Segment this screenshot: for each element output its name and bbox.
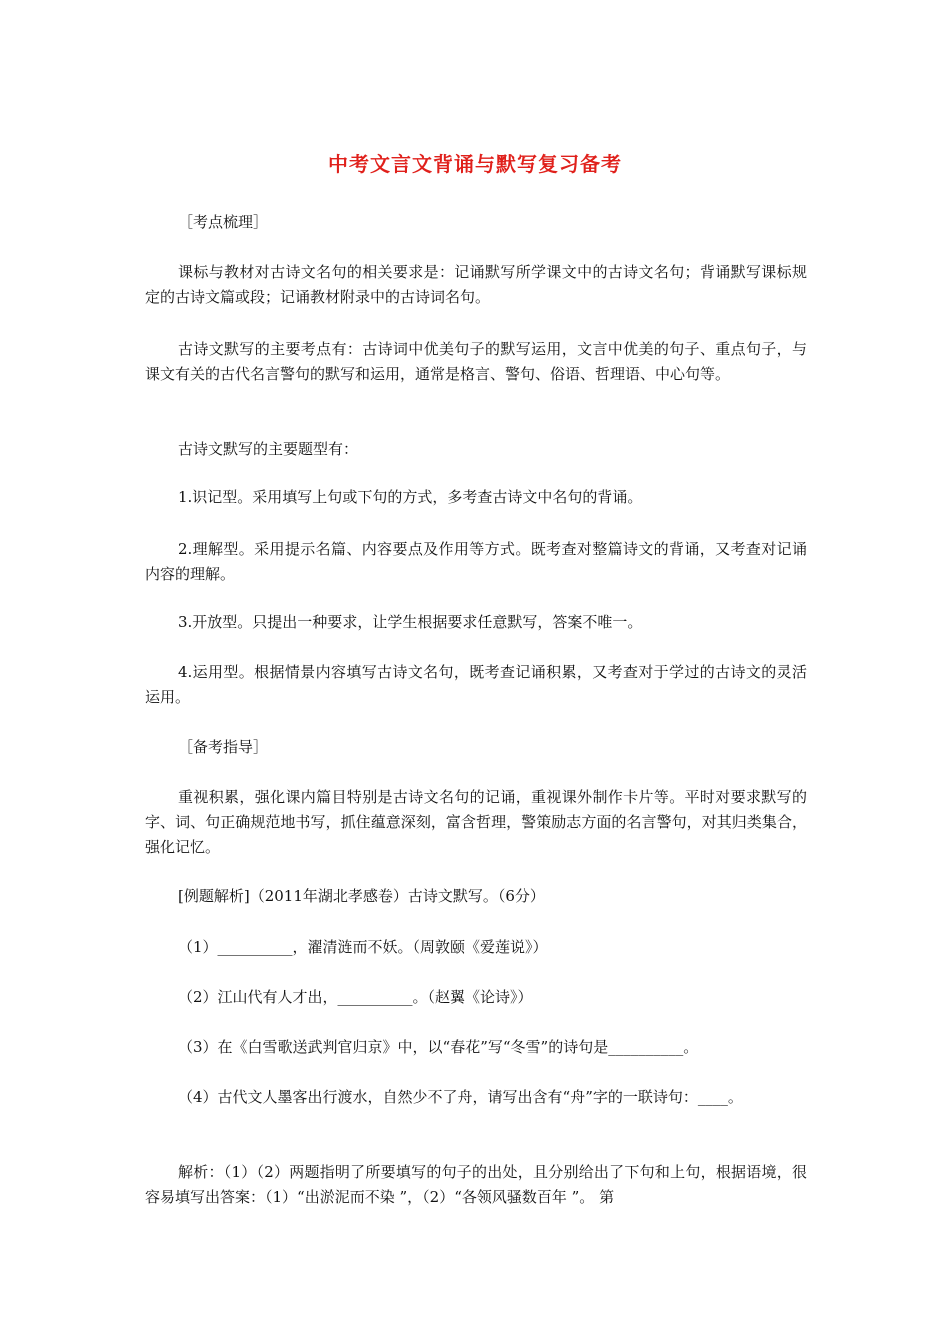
paragraph-guide: 重视积累，强化课内篇目特别是古诗文名句的记诵，重视课外制作卡片等。平时对要求默写的字、词、句正确规范地书写，抓住蕴意深刻，富含哲理，警策励志方面的名言警句，对其归类集合，强化记忆。 (145, 788, 807, 856)
paragraph-main-points: 古诗文默写的主要考点有：古诗词中优美句子的默写运用，文言中优美的句子、重点句子，与课文有关的古代名言警句的默写和运用，通常是格言、警句、俗语、哲理语、中心句等。 (145, 340, 807, 383)
question-4: （4）古代文人墨客出行渡水，自然少不了舟，请写出含有“舟”字的一联诗句：____。 (178, 1088, 743, 1106)
list-item-type-1: 1.识记型。采用填写上句或下句的方式，多考查古诗文中名句的背诵。 (178, 488, 643, 506)
question-1: （1）__________，濯清涟而不妖。（周敦颐《爱莲说》） (178, 938, 548, 956)
paragraph-types-intro: 古诗文默写的主要题型有： (178, 440, 359, 458)
question-2: （2）江山代有人才出，__________。（赵翼《论诗》） (178, 988, 533, 1006)
example-heading: [例题解析]（2011年湖北孝感卷）古诗文默写。（6分） (178, 887, 545, 905)
list-item-type-4: 4.运用型。根据情景内容填写古诗文名句，既考查记诵积累，又考查对于学过的古诗文的灵活运用。 (145, 663, 807, 706)
list-item-type-3: 3.开放型。只提出一种要求，让学生根据要求任意默写，答案不唯一。 (178, 613, 643, 631)
section-heading-guide: ［备考指导］ (178, 738, 269, 756)
document-title: 中考文言文背诵与默写复习备考 (328, 152, 622, 176)
list-item-type-2: 2.理解型。采用提示名篇、内容要点及作用等方式。既考查对整篇诗文的背诵，又考查对记诵内容的理解。 (145, 540, 807, 583)
question-3: （3）在《白雪歌送武判官归京》中，以“春花”写“冬雪”的诗句是__________。 (178, 1038, 699, 1056)
paragraph-analysis: 解析：（1）（2）两题指明了所要填写的句子的出处，且分别给出了下句和上句，根据语境，很容易填写出答案：（1）“出淤泥而不染 ”，（2）“各领风骚数百年 ”。 第 (145, 1163, 807, 1206)
paragraph-requirements: 课标与教材对古诗文名句的相关要求是：记诵默写所学课文中的古诗文名句；背诵默写课标规定的古诗文篇或段；记诵教材附录中的古诗词名句。 (145, 263, 807, 306)
section-heading-points: ［考点梳理］ (178, 213, 269, 231)
